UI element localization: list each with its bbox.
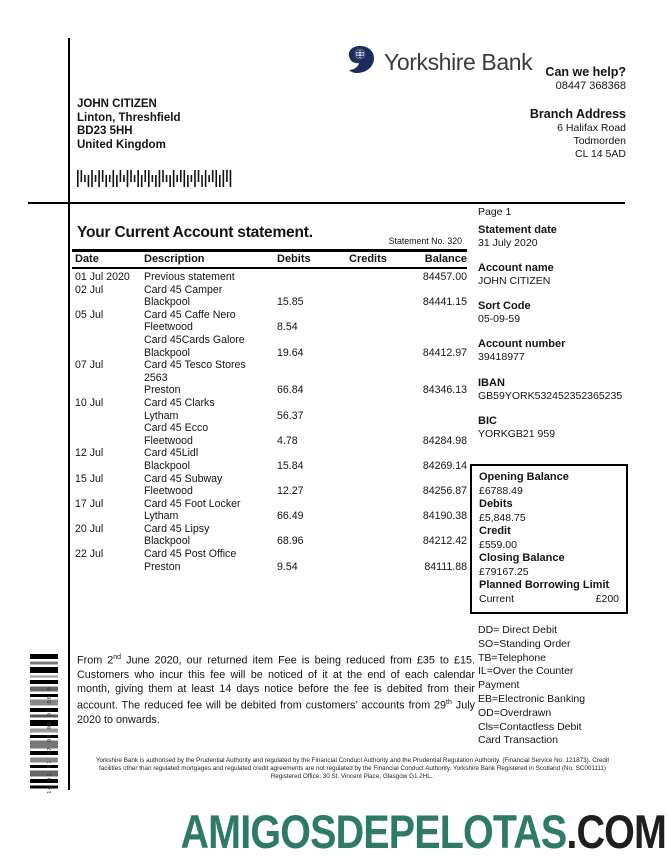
sidebar-field xyxy=(478,415,628,441)
fee-notice-text: June 2020, our returned item Fee is being reduced from £35 to £15. Customers who incur this fee will be noticed of it at the end of each calendar month, giving them at least 14 days notice before the fee is debited from their account. The reduced fee will be debited from customers’ accounts from 29 xyxy=(77,654,475,712)
summary-value: £6788.49 xyxy=(479,484,523,497)
recipient-line: JOHN CITIZEN xyxy=(77,98,157,110)
column-header-date: Date xyxy=(72,251,144,269)
cell-date: 05 Jul xyxy=(75,308,104,321)
field-label: Statement date xyxy=(478,224,557,236)
sidebar-fields xyxy=(478,224,628,453)
cell-date: 02 Jul xyxy=(75,283,104,296)
table-row xyxy=(72,410,467,423)
recipient-line: United Kingdom xyxy=(77,138,166,151)
field-label: Account name xyxy=(478,262,554,274)
cell-date xyxy=(72,435,144,448)
fee-notice-paragraph xyxy=(77,651,475,727)
sidebar-field xyxy=(478,300,628,326)
cell-debit: 66.49 xyxy=(277,510,304,523)
table-row xyxy=(72,473,467,486)
cell-date: 20 Jul xyxy=(75,522,104,535)
ordinal-suffix: nd xyxy=(113,654,122,661)
cell-balance: 84346.13 xyxy=(422,384,467,397)
branch-address-line: Todmorden xyxy=(573,135,626,147)
cell-balance: 84212.42 xyxy=(422,535,467,548)
cell-debit: 68.96 xyxy=(277,535,304,548)
cell-date: 17 Jul xyxy=(75,497,104,510)
cell-desc: Card 45Lidl xyxy=(144,447,199,460)
cell-credit xyxy=(343,296,413,309)
table-row xyxy=(72,422,467,435)
legal-footer xyxy=(80,757,625,782)
cell-debit xyxy=(270,498,343,511)
table-row xyxy=(72,347,467,360)
summary-value: £79167.25 xyxy=(479,565,529,578)
cell-credit xyxy=(343,548,413,561)
cell-credit xyxy=(343,523,413,536)
cell-debit xyxy=(270,548,343,561)
cell-credit xyxy=(343,460,413,473)
cell-credit xyxy=(343,309,413,322)
legend-line: SO=Standing Order xyxy=(478,637,571,650)
site-watermark xyxy=(180,804,666,859)
table-row xyxy=(72,498,467,511)
postal-barcode-icon xyxy=(77,170,235,192)
table-row xyxy=(72,268,467,284)
table-row xyxy=(72,296,467,309)
summary-label: Closing Balance xyxy=(479,552,565,564)
summary-label: Opening Balance xyxy=(479,471,569,483)
recipient-line: BD23 5HH xyxy=(77,125,133,137)
summary-value: £559.00 xyxy=(479,538,517,551)
legend-line: Payment xyxy=(478,679,520,692)
yorkshire-bank-globe-icon xyxy=(347,46,377,79)
borrowing-current-value: £200 xyxy=(595,592,619,605)
column-header-debits: Debits xyxy=(270,251,343,269)
cell-desc: Blackpool xyxy=(144,459,190,472)
field-label: BIC xyxy=(478,415,497,427)
branch-address-block xyxy=(530,107,626,161)
table-row xyxy=(72,561,467,574)
field-label: Account number xyxy=(478,338,566,350)
field-value: 05-09-59 xyxy=(478,313,521,325)
table-header-row xyxy=(72,251,467,269)
watermark-green-text: AMIGOSDEPELOTAS xyxy=(180,805,567,858)
table-row xyxy=(72,460,467,473)
cell-desc: 2563 xyxy=(144,371,168,384)
table-row xyxy=(72,397,467,410)
cell-balance xyxy=(413,548,467,561)
cell-balance xyxy=(413,422,467,435)
cell-credit xyxy=(343,498,413,511)
cell-date xyxy=(72,296,144,309)
summary-items xyxy=(479,471,619,579)
cell-debit xyxy=(270,334,343,347)
sidebar-field xyxy=(478,377,628,403)
recipient-line: Linton, Threshfield xyxy=(77,111,181,124)
cell-desc: Previous statement xyxy=(144,271,235,283)
legend-line: OD=Overdrawn xyxy=(478,706,552,719)
cell-balance: 84284.98 xyxy=(422,434,467,447)
cell-credit xyxy=(343,334,413,347)
cell-credit xyxy=(343,321,413,334)
cell-credit xyxy=(343,485,413,498)
cell-desc: Lytham xyxy=(144,510,179,523)
branch-address-label: Branch Address xyxy=(529,107,626,121)
table-row xyxy=(72,284,467,297)
legend-line: Cls=Contactless Debit xyxy=(478,720,582,733)
cell-date: 12 Jul xyxy=(75,447,104,460)
cell-balance: 84457.00 xyxy=(422,271,467,283)
header-horizontal-rule xyxy=(28,202,625,204)
legend-line: Card Transaction xyxy=(478,734,558,747)
cell-date: 15 Jul xyxy=(75,472,104,485)
cell-desc: Card 45 Caffe Nero xyxy=(144,308,236,321)
recipient-address-block xyxy=(77,98,181,152)
sidebar-field xyxy=(478,262,628,288)
help-label: Can we help? xyxy=(545,65,626,79)
cell-credit xyxy=(343,510,413,523)
cell-balance xyxy=(413,498,467,511)
cell-desc: Card 45Cards Galore xyxy=(144,333,245,346)
cell-debit xyxy=(270,422,343,435)
bank-logo xyxy=(347,46,532,79)
cell-debit: 19.64 xyxy=(277,346,304,359)
cell-balance xyxy=(413,321,467,334)
cell-debit xyxy=(270,447,343,460)
balance-summary-box xyxy=(470,464,628,614)
cell-desc: Preston xyxy=(144,560,181,573)
cell-debit xyxy=(270,268,343,284)
bank-name: Yorkshire Bank xyxy=(384,49,533,75)
summary-label: Debits xyxy=(479,498,513,510)
legend-line: IL=Over the Counter xyxy=(478,665,574,678)
cell-balance: 84412.97 xyxy=(422,346,467,359)
cell-debit: 4.78 xyxy=(277,434,298,447)
borrowing-current-label: Current xyxy=(479,592,515,605)
cell-debit: 8.54 xyxy=(277,321,298,334)
column-header-description: Description xyxy=(144,251,270,269)
field-value: 39418977 xyxy=(478,351,525,363)
cell-balance xyxy=(413,359,467,372)
field-value: 31 July 2020 xyxy=(478,237,538,249)
legend-line: DD= Direct Debit xyxy=(478,624,558,636)
cell-balance: 84111.88 xyxy=(424,560,467,573)
cell-desc: Preston xyxy=(144,384,181,397)
cell-debit: 15.84 xyxy=(277,459,304,472)
cell-date xyxy=(72,347,144,360)
cell-date xyxy=(72,561,144,574)
field-label: IBAN xyxy=(478,377,505,389)
cell-credit xyxy=(343,561,413,574)
cell-credit xyxy=(343,284,413,297)
cell-balance xyxy=(413,334,467,347)
transactions-body xyxy=(72,268,467,573)
statement-title: Your Current Account statement. xyxy=(77,224,313,241)
cell-balance xyxy=(413,309,467,322)
sidebar-field xyxy=(478,224,628,250)
cell-debit xyxy=(270,523,343,536)
cell-date xyxy=(72,535,144,548)
legal-line: Yorkshire Bank is authorised by the Prudential Authority and regulated by the Financial Conduct Authority and the Prudential Regulation Authority. (Financial Service No. 121873). Credit xyxy=(95,757,610,764)
cell-desc: Card 45 Post Office xyxy=(144,548,237,561)
cell-debit: 56.37 xyxy=(277,409,304,422)
branch-address-line: 6 Halifax Road xyxy=(557,122,626,134)
security-barcode-number: 14 02 01 37 03 00 01 00 0 xyxy=(47,686,53,794)
cell-date: 22 Jul xyxy=(75,548,104,561)
cell-credit xyxy=(343,447,413,460)
cell-desc: Blackpool xyxy=(144,346,190,359)
table-row xyxy=(72,321,467,334)
table-row xyxy=(72,447,467,460)
cell-date: 01 Jul 2020 xyxy=(75,271,130,283)
table-row xyxy=(72,309,467,322)
legend-line: TB=Telephone xyxy=(478,651,547,664)
help-phone: 08447 368368 xyxy=(555,80,626,92)
ordinal-suffix: th xyxy=(446,699,452,707)
cell-desc: Card 45 Clarks xyxy=(144,396,215,409)
cell-debit xyxy=(270,397,343,410)
cell-credit xyxy=(343,268,413,284)
cell-debit: 15.85 xyxy=(277,296,304,309)
cell-credit xyxy=(343,535,413,548)
cell-date xyxy=(72,410,144,423)
cell-credit xyxy=(343,397,413,410)
cell-desc: Card 45 Lipsy xyxy=(144,522,210,535)
cell-desc: Card 45 Camper xyxy=(144,283,223,296)
field-label: Sort Code xyxy=(478,300,531,312)
summary-value: £5,848.75 xyxy=(479,511,526,524)
watermark-black-text: .COM xyxy=(566,805,666,858)
statement-number: Statement No. 320 xyxy=(388,236,462,246)
field-value: YORKGB21 959 xyxy=(478,428,556,440)
cell-credit xyxy=(343,372,413,385)
cell-debit xyxy=(270,473,343,486)
cell-desc: Fleetwood xyxy=(144,434,193,447)
cell-debit: 66.84 xyxy=(277,384,304,397)
cell-credit xyxy=(343,410,413,423)
cell-desc: Card 45 Foot Locker xyxy=(144,497,241,510)
column-header-credits: Credits xyxy=(343,251,413,269)
cell-debit xyxy=(270,372,343,385)
cell-balance: 84269.14 xyxy=(422,459,467,472)
cell-date xyxy=(72,485,144,498)
table-row xyxy=(72,359,467,372)
borrowing-current-row xyxy=(479,593,619,607)
cell-credit xyxy=(343,384,413,397)
cell-debit: 9.54 xyxy=(277,560,298,573)
table-row xyxy=(72,535,467,548)
cell-credit xyxy=(343,359,413,372)
summary-label: Credit xyxy=(479,525,511,537)
cell-desc: Card 45 Subway xyxy=(144,472,223,485)
cell-date xyxy=(72,321,144,334)
cell-balance: 84190.38 xyxy=(422,510,467,523)
cell-date xyxy=(72,334,144,347)
cell-date xyxy=(72,510,144,523)
legal-line: Registered Office; 30 St. Vincent Place, Glasgow G1 2HL.. xyxy=(270,773,435,781)
table-row xyxy=(72,485,467,498)
table-row xyxy=(72,548,467,561)
table-row xyxy=(72,523,467,536)
transaction-code-legend xyxy=(478,624,585,748)
legend-line: EB=Electronic Banking xyxy=(478,692,586,705)
cell-debit xyxy=(270,284,343,297)
cell-balance xyxy=(413,523,467,536)
cell-date: 07 Jul xyxy=(75,359,104,372)
cell-balance: 84256.87 xyxy=(422,485,467,498)
branch-address-line: CL 14 5AD xyxy=(575,148,626,160)
field-value: JOHN CITIZEN xyxy=(478,275,551,287)
cell-debit xyxy=(270,309,343,322)
cell-balance xyxy=(413,447,467,460)
cell-balance xyxy=(413,397,467,410)
cell-desc: Blackpool xyxy=(144,296,190,309)
legal-line: facilities other than regulated mortgages and regulated credit agreements are not regulated by the Financial Conduct Authority. Yorkshire Bank Registered in Scotland (No. SC001111) xyxy=(98,765,607,773)
cell-balance xyxy=(413,410,467,423)
cell-credit xyxy=(343,422,413,435)
table-row xyxy=(72,372,467,385)
column-header-balance: Balance xyxy=(413,251,467,269)
help-block xyxy=(545,65,626,92)
cell-credit xyxy=(343,347,413,360)
cell-debit xyxy=(270,359,343,372)
transactions-table xyxy=(72,249,467,573)
cell-date xyxy=(72,422,144,435)
cell-date: 10 Jul xyxy=(75,396,104,409)
cell-credit xyxy=(343,435,413,448)
table-row xyxy=(72,384,467,397)
cell-desc: Blackpool xyxy=(144,535,190,548)
table-row xyxy=(72,435,467,448)
left-vertical-rule xyxy=(68,38,70,790)
cell-date xyxy=(72,372,144,385)
cell-balance xyxy=(413,473,467,486)
fee-notice-text: From 2 xyxy=(77,654,114,667)
cell-desc: Card 45 Ecco xyxy=(144,422,209,435)
sidebar-field xyxy=(478,338,628,364)
table-row xyxy=(72,334,467,347)
cell-balance xyxy=(413,372,467,385)
page-number: Page 1 xyxy=(478,206,512,218)
cell-desc: Card 45 Tesco Stores xyxy=(144,359,246,372)
cell-credit xyxy=(343,473,413,486)
cell-desc: Fleetwood xyxy=(144,485,193,498)
field-value: GB59YORK532452352365235 xyxy=(478,390,623,402)
cell-debit: 12.27 xyxy=(277,485,304,498)
fee-notice-text: July 2020 to onwards. xyxy=(77,699,475,726)
cell-balance: 84441.15 xyxy=(422,296,467,309)
cell-desc: Fleetwood xyxy=(144,321,193,334)
cell-date xyxy=(72,384,144,397)
borrowing-limit-label: Planned Borrowing Limit xyxy=(479,579,610,591)
cell-balance xyxy=(413,284,467,297)
table-row xyxy=(72,510,467,523)
cell-desc: Lytham xyxy=(144,409,179,422)
cell-date xyxy=(72,460,144,473)
